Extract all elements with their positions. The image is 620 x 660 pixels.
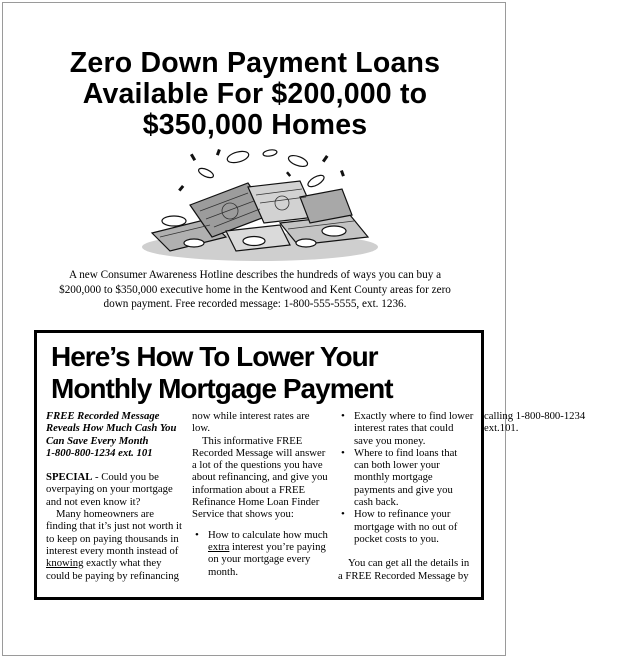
title-line: Zero Down Payment Loans [69,47,441,79]
para-text: Many homeowners are finding that it’s just not worth it to keep on paying thousands in interest every month instead of [46,508,182,557]
special-label: SPECIAL [46,471,93,484]
para-text: This informative FREE Recorded Message will answer a lot of the questions you have about refinancing, and give you information about a FREE Refinance Home Loan Finder Service that shows you: [192,434,328,521]
intro-line: A new Consumer Awareness Hotline describes the hundreds of ways you can buy a [68,269,442,281]
hotline-intro [40,268,470,312]
mortgage-headline [51,341,481,405]
intro-line: $200,000 to $350,000 executive home in the Kentwood and Kent County areas for zero [59,283,451,296]
promo-phone: 1-800-800-1234 ext. 101 [46,446,153,459]
underlined-word: knowing [46,557,84,570]
list-item [338,447,474,508]
para-text-continued: exactly what they could be paying by refinancing now while interest rates are low. [46,410,310,582]
special-paragraph [46,471,182,508]
list-item [192,529,328,578]
special-text: - Could you be overpaying on your mortgage and not even know it? [46,471,173,508]
bullet-text-continued: interest you’re paying on your mortgage every month. [208,540,326,578]
underlined-word: extra [208,540,230,553]
para-text: You can get all the details in a FREE Recorded Message by calling 1-800-800-1234 ext.101. [338,410,586,582]
informative-paragraph [192,435,328,521]
bullet-text: How to refinance your mortgage with no out of pocket costs to you. [354,508,458,545]
promo-line: Can Save Every Month [46,434,149,447]
bullet-text: How to calculate how much [208,528,328,541]
headline-line: Monthly Mortgage Payment [51,373,393,404]
zero-down-title [20,48,490,141]
headline-line: Here’s How To Lower Your [51,341,378,372]
title-line: $350,000 Homes [142,109,368,141]
bullet-text: Exactly where to find lower interest rates that could save you money. [354,410,474,447]
promo-line: Reveals How Much Cash You [46,422,177,435]
list-item [338,508,474,545]
promo-block [46,410,182,459]
intro-line: down payment. Free recorded message: 1-800-555-5555, ext. 1236. [103,298,407,310]
money-pile-illustration [130,145,380,265]
list-item [338,410,474,447]
title-line: Available For $200,000 to [82,78,428,110]
mortgage-body-text [46,410,586,590]
bullet-text: Where to find loans that can both lower your monthly mortgage payments and give you cash back. [354,446,458,509]
promo-line: FREE Recorded Message [46,410,160,422]
